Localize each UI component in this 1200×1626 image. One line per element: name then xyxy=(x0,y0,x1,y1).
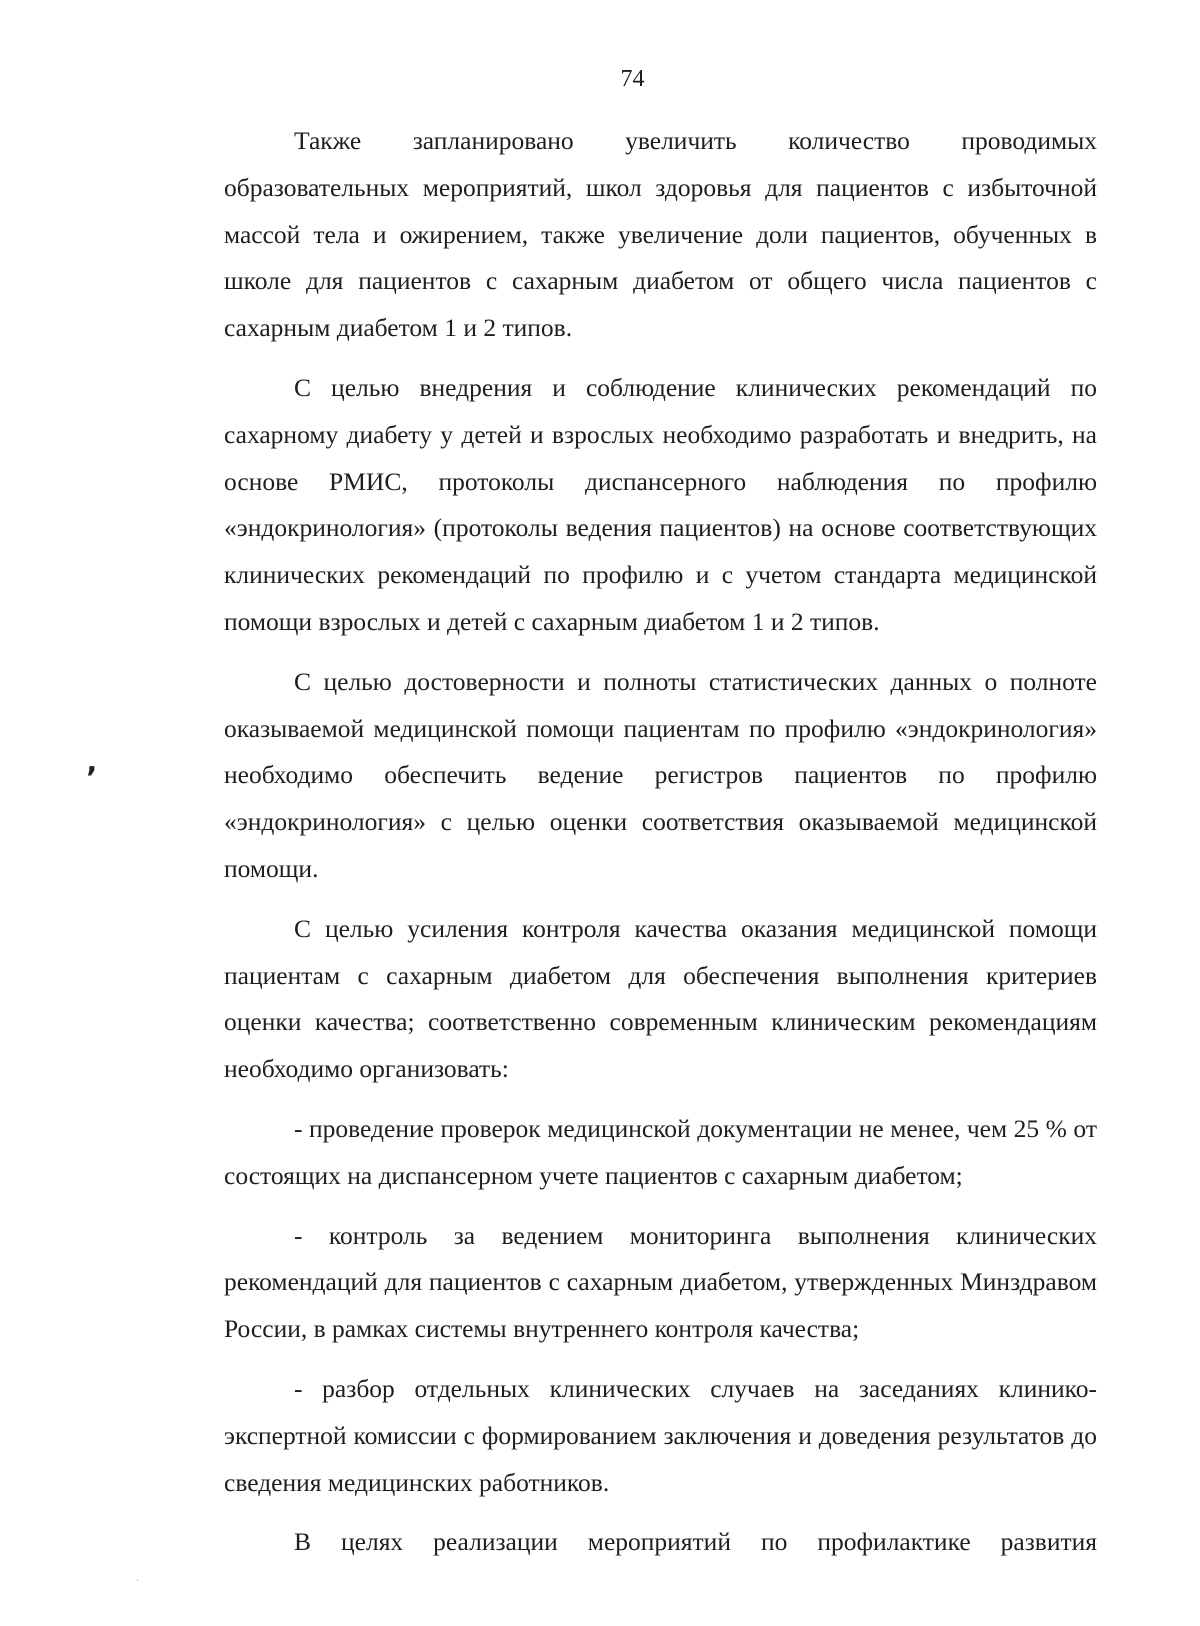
list-item-monitoring-control: - контроль за ведением мониторинга выполнения клинических рекомендаций для пациентов с сахарным диабетом, утвержденных Минздравом России, в рамках системы внутреннего контроля качества; xyxy=(224,1220,1097,1344)
paragraph-prevention-start: В целях реализации мероприятий по профилактике развития xyxy=(294,1527,1097,1557)
paragraph-quality-control: С целью усиления контроля качества оказания медицинской помощи пациентам с сахарным диабетом для обеспечения выполнения критериев оценки качества; соответственно современным клиническим рекомендациям необходимо организовать: xyxy=(224,913,1097,1084)
list-item-case-review: - разбор отдельных клинических случаев на заседаниях клинико-экспертной комиссии с формированием заключения и доведения результатов до сведения медицинских работников. xyxy=(224,1373,1097,1497)
paragraph-patient-registers: С целью достоверности и полноты статистических данных о полноте оказываемой медицинской помощи пациентам по профилю «эндокринология» необходимо обеспечить ведение регистров пациентов по профилю «эндокринология» с целью оценки соответствия оказываемой медицинской помощи. xyxy=(224,666,1097,883)
paragraph-school-of-health: Также запланировано увеличить количество проводимых образовательных мероприятий, школ здоровья для пациентов с избыточной массой тела и ожирением, также увеличение доли пациентов, обученных в школе для пациентов с сахарным диабетом от общего числа пациентов с сахарным диабетом 1 и 2 типов. xyxy=(224,126,1097,343)
list-item-documentation-checks: - проведение проверок медицинской документации не менее, чем 25 % от состоящих на диспансерном учете пациентов с сахарным диабетом; xyxy=(224,1113,1097,1190)
page-number: 74 xyxy=(620,66,645,92)
body-text xyxy=(224,118,1097,1579)
paragraph-clinical-recommendations: С целью внедрения и соблюдение клинических рекомендаций по сахарному диабету у детей и взрослых необходимо разработать и внедрить, на основе РМИС, протоколы диспансерного наблюдения по профилю «эндокринология» (протоколы ведения пациентов) на основе соответствующих клинических рекомендаций по профилю и с учетом стандарта медицинской помощи взрослых и детей с сахарным диабетом 1 и 2 типов. xyxy=(224,372,1097,636)
scan-artifact-mark: ’ xyxy=(86,761,98,796)
scan-artifact-dot: · xyxy=(136,1576,140,1587)
